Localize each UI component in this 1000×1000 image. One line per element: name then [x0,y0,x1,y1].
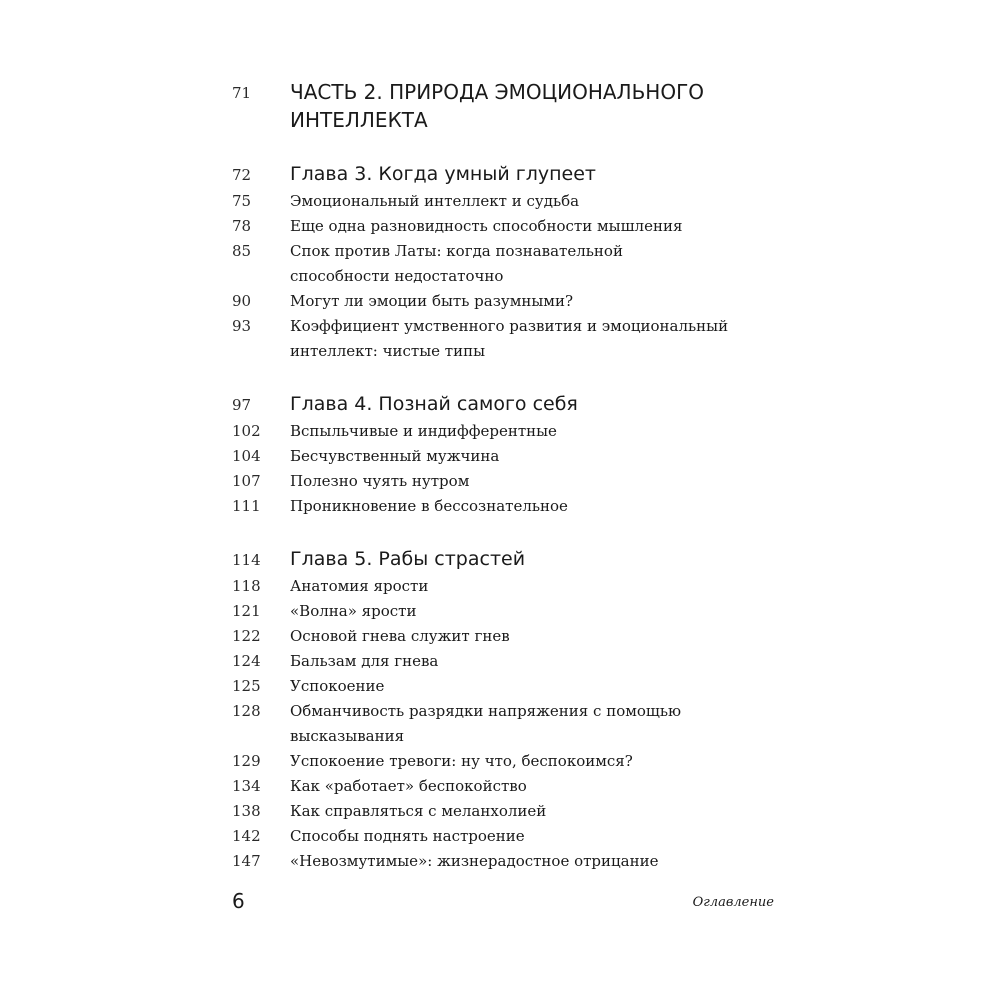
section-title-line: «Невозмутимые»: жизнерадостное отрицание [290,852,659,870]
section-title-line: Анатомия ярости [290,577,429,595]
toc-section-entry [232,239,772,289]
toc-section-entry [232,774,772,799]
section-title-line: «Волна» ярости [290,602,417,620]
toc-page-number: 85 [232,242,252,260]
toc-page-number: 111 [232,497,261,515]
section-title [290,824,772,849]
chapter-spacer [232,134,772,160]
toc-page-number: 147 [232,852,261,870]
toc-page-number: 97 [232,396,252,414]
toc-section-entry [232,314,772,364]
section-title-line: Как справляться с меланхолией [290,802,547,820]
toc-section-entry [232,189,772,214]
section-title-line: Бесчувственный мужчина [290,447,500,465]
toc-section-entry [232,444,772,469]
section-title [290,189,772,214]
toc-page-number: 71 [232,84,252,102]
toc-section-entry [232,289,772,314]
toc-part-heading [232,78,772,134]
section-title-line: Могут ли эмоции быть разумными? [290,292,574,310]
section-title [290,749,772,774]
toc-section-entry [232,469,772,494]
toc-page-number: 114 [232,551,261,569]
section-title [290,774,772,799]
toc-page-number: 122 [232,627,261,645]
section-title-line: Спок против Латы: когда познавательной [290,242,623,260]
toc-page-number: 129 [232,752,261,770]
chapter-spacer [232,519,772,545]
section-title [290,314,772,364]
section-title-line: Полезно чуять нутром [290,472,470,490]
section-title [290,289,772,314]
toc-page-number: 142 [232,827,261,845]
part-title [290,78,772,134]
toc-page-number: 75 [232,192,252,210]
section-title-line: Обманчивость разрядки напряжения с помощью [290,702,682,720]
toc-section-entry [232,799,772,824]
toc-page-number: 72 [232,166,252,184]
section-title-line: высказывания [290,727,405,745]
chapter-title: Глава 3. Когда умный глупеет [290,163,596,185]
toc-chapter-heading [232,160,772,189]
toc-section-entry [232,649,772,674]
toc-section-entry [232,419,772,444]
toc-section-entry [232,824,772,849]
section-title [290,444,772,469]
toc-page-number: 107 [232,472,261,490]
chapter-spacer [232,364,772,390]
section-title [290,599,772,624]
toc-section-entry [232,849,772,874]
running-head: Оглавление [692,895,774,910]
toc-page-number: 90 [232,292,252,310]
section-title-line: Основой гнева служит гнев [290,627,510,645]
section-title [290,649,772,674]
page-number: 6 [232,889,245,913]
toc-page-number: 138 [232,802,261,820]
toc-section-entry [232,749,772,774]
section-title-line: Эмоциональный интеллект и судьба [290,192,580,210]
section-title-line: Бальзам для гнева [290,652,439,670]
toc-page-number: 93 [232,317,252,335]
section-title-line: Успокоение тревоги: ну что, беспокоимся? [290,752,633,770]
toc-page-number: 128 [232,702,261,720]
section-title-line: Еще одна разновидность способности мышления [290,217,683,235]
section-title [290,239,772,289]
section-title [290,849,772,874]
part-title-line: ЧАСТЬ 2. ПРИРОДА ЭМОЦИОНАЛЬНОГО [290,80,705,104]
part-title-line: ИНТЕЛЛЕКТА [290,108,428,132]
section-title-line: интеллект: чистые типы [290,342,486,360]
section-title-line: Успокоение [290,677,385,695]
toc-page-number: 121 [232,602,261,620]
chapter-title: Глава 5. Рабы страстей [290,548,526,570]
section-title [290,214,772,239]
toc-page-number: 125 [232,677,261,695]
section-title [290,699,772,749]
section-title [290,494,772,519]
toc-section-entry [232,214,772,239]
toc-chapters [232,134,772,874]
section-title-line: Вспыльчивые и индифферентные [290,422,557,440]
toc-section-entry [232,674,772,699]
toc-page-number: 102 [232,422,261,440]
chapter-title: Глава 4. Познай самого себя [290,393,578,415]
toc-section-entry [232,699,772,749]
toc-page-number: 78 [232,217,252,235]
section-title-line: Коэффициент умственного развития и эмоциональный [290,317,729,335]
toc-page-number: 118 [232,577,261,595]
toc-chapter-heading [232,545,772,574]
section-title [290,624,772,649]
toc-section-entry [232,574,772,599]
section-title-line: Способы поднять настроение [290,827,525,845]
toc-page-number: 124 [232,652,261,670]
section-title [290,674,772,699]
toc-page-number: 104 [232,447,261,465]
section-title [290,419,772,444]
table-of-contents [232,78,772,874]
toc-chapter-heading [232,390,772,419]
section-title [290,469,772,494]
section-title-line: способности недостаточно [290,267,504,285]
toc-page-number: 134 [232,777,261,795]
section-title [290,799,772,824]
toc-section-entry [232,624,772,649]
section-title-line: Как «работает» беспокойство [290,777,527,795]
section-title-line: Проникновение в бессознательное [290,497,568,515]
toc-section-entry [232,494,772,519]
section-title [290,574,772,599]
toc-section-entry [232,599,772,624]
